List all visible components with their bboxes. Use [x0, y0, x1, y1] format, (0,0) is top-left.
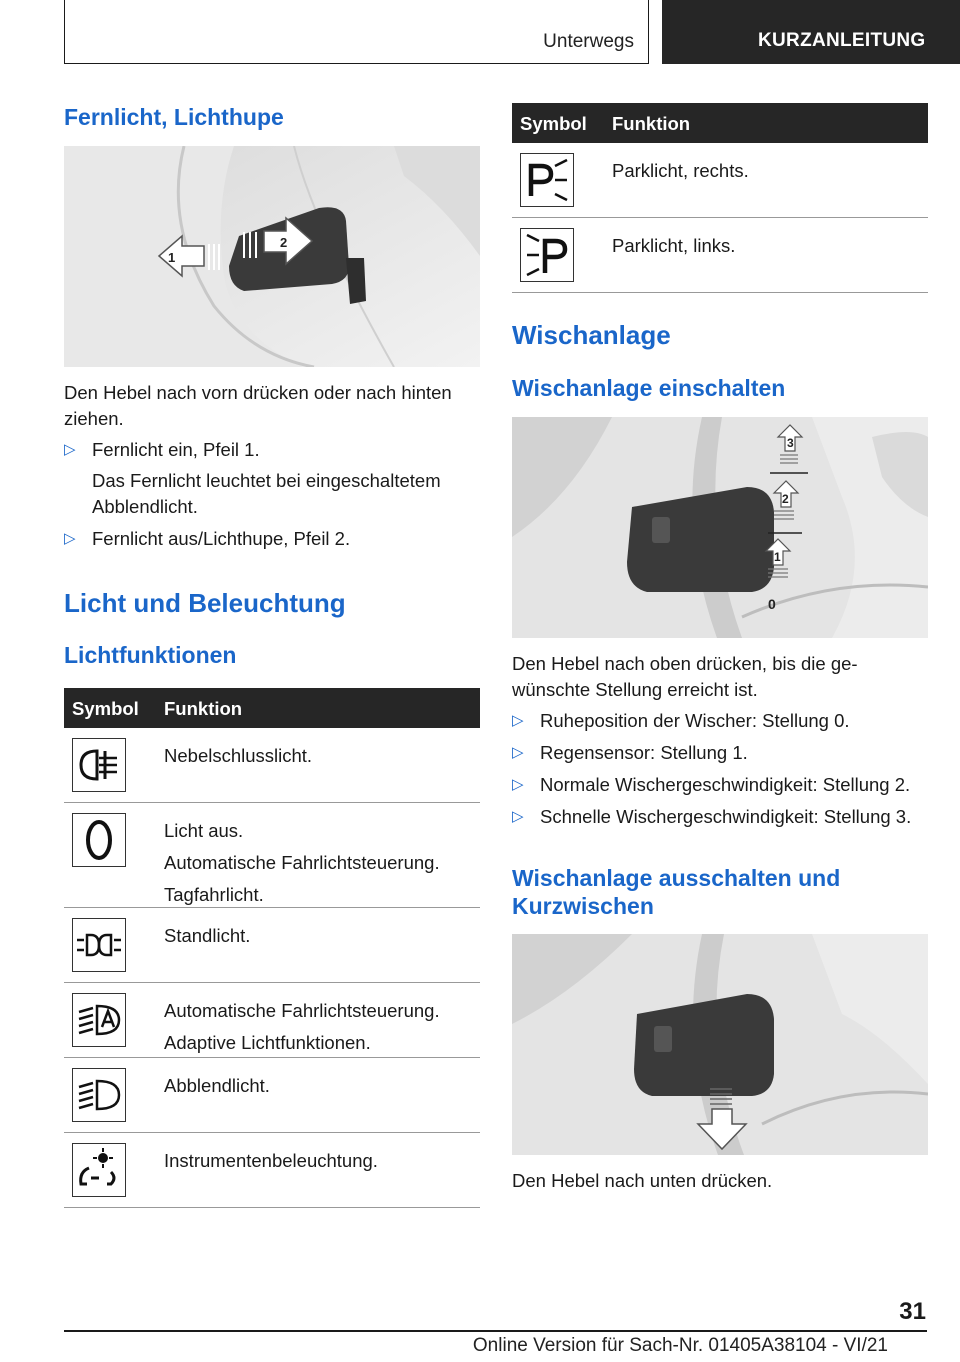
parking-light-right-icon — [520, 153, 574, 207]
table-row: Automatische Fahrlichtsteuerung. Adaptive Lichtfunktionen. — [64, 983, 480, 1058]
table-row: Parklicht, links. — [512, 218, 928, 293]
list-item: ▷ Schnelle Wischergeschwindigkeit: Stellung 3. — [512, 804, 928, 830]
header-section-box — [64, 0, 649, 64]
lichtfunktionen-heading: Lichtfunktionen — [64, 642, 237, 668]
low-beam-icon — [72, 1068, 126, 1122]
rear-fog-light-icon — [72, 738, 126, 792]
list-item: ▷ Fernlicht ein, Pfeil 1. — [64, 437, 480, 463]
wischanlage-heading: Wischanlage — [512, 320, 671, 350]
table-row: Nebelschlusslicht. — [64, 728, 480, 803]
light-functions-table — [64, 688, 480, 1208]
fernlicht-note: Das Fernlicht leuchtet bei eingeschaltetem Abblendlicht. — [92, 470, 441, 517]
table-row: Standlicht. — [64, 908, 480, 983]
list-item: ▷ Regensensor: Stellung 1. — [512, 740, 928, 766]
list-item: ▷ Ruheposition der Wischer: Stellung 0. — [512, 708, 928, 734]
fernlicht-heading: Fernlicht, Lichthupe — [64, 104, 284, 130]
stage-label-3: 3 — [787, 436, 794, 450]
fernlicht-intro: Den Hebel nach vorn drücken oder nach hinten ziehen. — [64, 382, 452, 429]
triangle-bullet-icon: ▷ — [512, 808, 524, 825]
footer-divider — [64, 1330, 927, 1332]
header-chapter-box — [662, 0, 960, 64]
instrument-lighting-icon — [72, 1143, 126, 1197]
stage-label-1: 1 — [774, 550, 781, 564]
wiper-down-lever-photo — [512, 934, 928, 1155]
stage-label-2: 2 — [782, 492, 789, 506]
ausschalten-text: Den Hebel nach unten drücken. — [512, 1170, 773, 1191]
triangle-bullet-icon: ▷ — [512, 712, 524, 729]
table-header: Symbol Funktion — [512, 103, 928, 143]
auto-headlight-icon — [72, 993, 126, 1047]
parking-light-left-icon — [520, 228, 574, 282]
table-row: Parklicht, rechts. — [512, 143, 928, 218]
high-beam-lever-photo — [64, 146, 480, 367]
arrow-label-2: 2 — [280, 235, 288, 250]
triangle-bullet-icon: ▷ — [512, 776, 524, 793]
chapter-title: KURZANLEITUNG — [758, 30, 926, 51]
arrow-label-1: 1 — [168, 250, 176, 265]
list-item: ▷ Fernlicht aus/Lichthupe, Pfeil 2. — [64, 526, 480, 552]
zero-position-icon — [72, 813, 126, 867]
parking-light-icon — [72, 918, 126, 972]
triangle-bullet-icon: ▷ — [64, 530, 76, 547]
stage-label-0: 0 — [768, 596, 776, 612]
table-row: Instrumentenbeleuchtung. — [64, 1133, 480, 1208]
wiper-up-lever-photo — [512, 417, 928, 638]
licht-heading: Licht und Beleuchtung — [64, 588, 346, 618]
list-item: ▷ Normale Wischergeschwindigkeit: Stellung 2. — [512, 772, 928, 798]
footer-version-text: Online Version für Sach-Nr. 01405A38104 - VI/21 — [472, 1335, 888, 1356]
triangle-bullet-icon: ▷ — [64, 441, 76, 458]
table-row: Licht aus. Automatische Fahrlichtsteuerung. Tagfahrlicht. — [64, 803, 480, 908]
section-title: Unterwegs — [543, 31, 634, 52]
ausschalten-heading: Wischanlage ausschalten und Kurzwischen — [512, 865, 841, 919]
triangle-bullet-icon: ▷ — [512, 744, 524, 761]
table-header: Symbol Funktion — [64, 688, 480, 728]
page-number: 31 — [899, 1298, 926, 1325]
table-row: Abblendlicht. — [64, 1058, 480, 1133]
einschalten-intro: Den Hebel nach oben drücken, bis die ge- wünschte Stellung erreicht ist. — [512, 653, 858, 700]
einschalten-heading: Wischanlage einschalten — [512, 375, 786, 401]
parking-light-table — [512, 103, 928, 293]
